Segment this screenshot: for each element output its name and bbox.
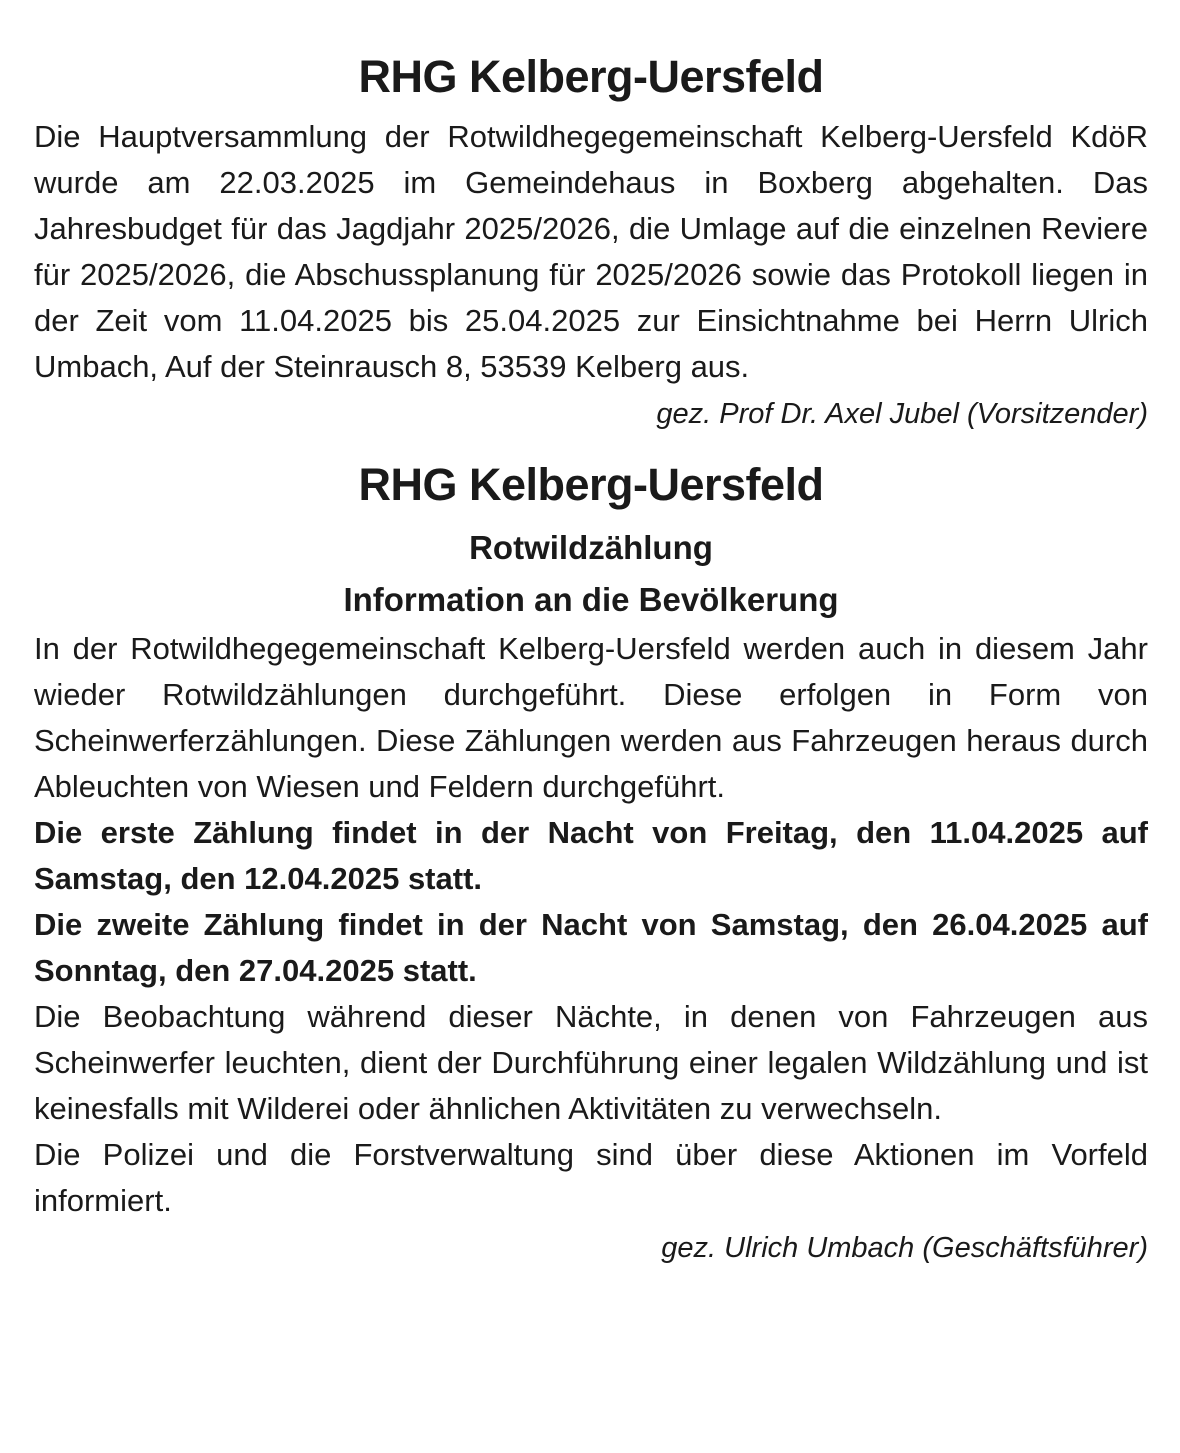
notice-annual-meeting	[34, 40, 1148, 438]
notice-title: RHG Kelberg-Uersfeld	[358, 51, 824, 102]
notice-subtitle-info: Information an die Bevölkerung	[343, 581, 839, 618]
manager-signature: gez. Ulrich Umbach (Geschäftsführer)	[661, 1232, 1148, 1264]
police-paragraph: Die Polizei und die Forstverwaltung sind über diese Aktionen im Vorfeld informiert.	[34, 1137, 1148, 1218]
observation-paragraph: Die Beobachtung während dieser Nächte, in denen von Fahrzeugen aus Scheinwerfer leuchten, dient der Durchführung einer legalen Wildzählung und ist keinesfalls mit Wilderei oder ähnlichen Aktivitäten zu verwechseln.	[34, 999, 1148, 1126]
chairman-signature: gez. Prof Dr. Axel Jubel (Vorsitzender)	[656, 398, 1148, 430]
notice-subtitle: Rotwildzählung	[469, 529, 713, 566]
annual-meeting-paragraph: Die Hauptversammlung der Rotwildhegegemeinschaft Kelberg-Uersfeld KdöR wurde am 22.03.2025 im Gemeindehaus in Boxberg abgehalten. Das Jahresbudget für das Jagdjahr 2025/2026, die Umlage auf die einzelnen Reviere für 2025/2026, die Abschussplanung für 2025/2026 sowie das Protokoll liegen in der Zeit vom 11.04.2025 bis 25.04.2025 zur Einsichtnahme bei Herrn Ulrich Umbach, Auf der Steinrausch 8, 53539 Kelberg aus.	[34, 119, 1148, 384]
notice-deer-count	[34, 448, 1148, 1272]
first-count-date: Die erste Zählung findet in der Nacht von Freitag, den 11.04.2025 auf Samstag, den 12.04.2025 statt.	[34, 815, 1148, 896]
notice-title: RHG Kelberg-Uersfeld	[358, 459, 824, 510]
second-count-date: Die zweite Zählung findet in der Nacht von Samstag, den 26.04.2025 auf Sonntag, den 27.04.2025 statt.	[34, 907, 1148, 988]
document-page	[34, 40, 1148, 1272]
deer-count-intro: In der Rotwildhegegemeinschaft Kelberg-Uersfeld werden auch in diesem Jahr wieder Rotwildzählungen durchgeführt. Diese erfolgen in Form von Scheinwerferzählungen. Diese Zählungen werden aus Fahrzeugen heraus durch Ableuchten von Wiesen und Feldern durchgeführt.	[34, 631, 1148, 804]
